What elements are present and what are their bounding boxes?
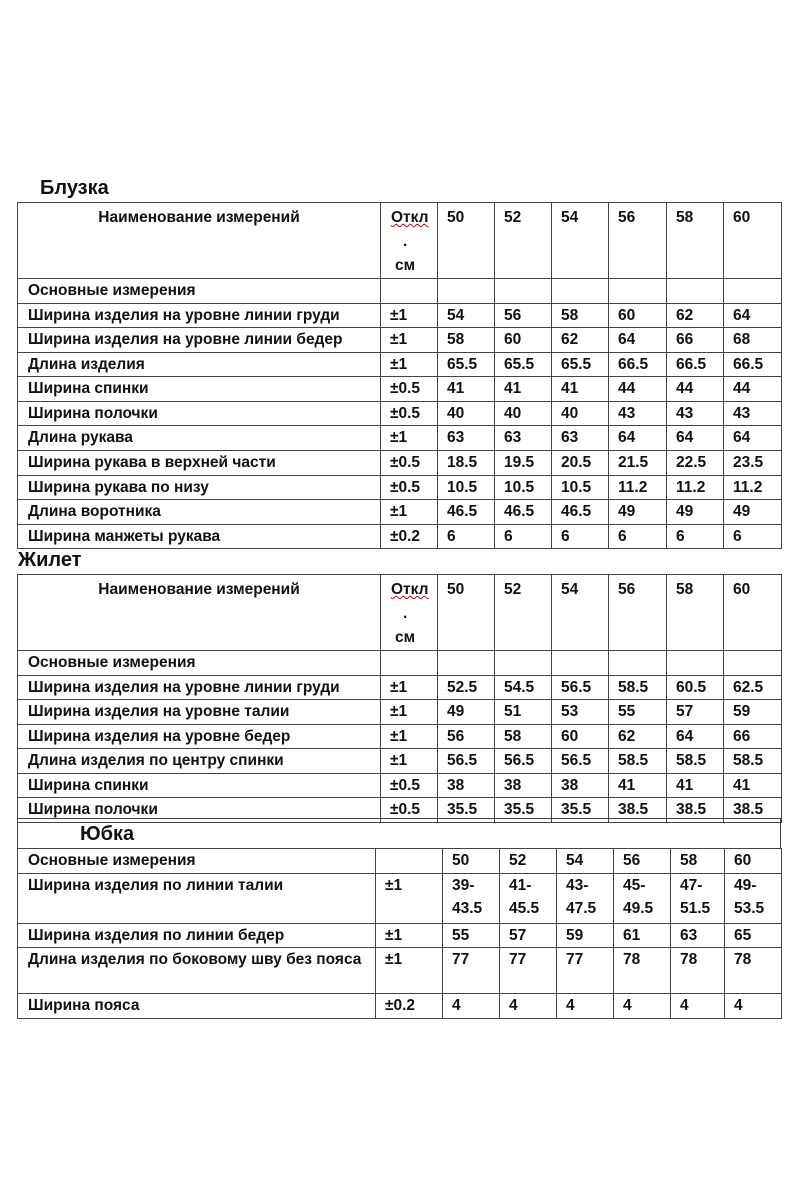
size-value: 11.2 [724,475,782,500]
size-value: 54.5 [495,675,552,700]
size-value: 59 [724,700,782,725]
deviation-value: ±1 [381,352,438,377]
size-value: 38 [438,773,495,798]
size-value: 6 [724,524,782,549]
size-value: 49 [609,500,667,525]
size-value: 77 [443,948,500,994]
size-value: 53 [552,700,609,725]
deviation-value: ±0.5 [381,773,438,798]
header-size: 60 [725,849,782,874]
size-value: 41 [724,773,782,798]
size-value: 38 [495,773,552,798]
measurement-name: Длина воротника [18,500,381,525]
size-value: 65.5 [552,352,609,377]
size-value: 44 [609,377,667,402]
size-value: 78 [725,948,782,994]
size-value: 60.5 [667,675,724,700]
size-value: 6 [552,524,609,549]
table-row [18,475,782,500]
size-value: 21.5 [609,451,667,476]
header-deviation [381,575,438,651]
table-row [18,303,782,328]
size-value: 20.5 [552,451,609,476]
empty-cell [381,279,438,304]
size-value: 40 [552,401,609,426]
size-value: 60 [495,328,552,353]
size-value: 44 [724,377,782,402]
size-value: 40 [495,401,552,426]
table-row [18,773,782,798]
yubka-title: Юбка [80,823,135,845]
measurement-name: Ширина полочки [18,401,381,426]
measurement-name: Ширина полочки [18,798,381,823]
header-size: 54 [552,203,609,279]
size-value: 4 [443,994,500,1019]
size-value: 56.5 [495,749,552,774]
size-value: 56.5 [552,749,609,774]
size-value: 49- 53.5 [725,873,782,923]
bluzka-table [17,202,782,549]
size-value: 59 [557,923,614,948]
deviation-value: ±1 [376,948,443,994]
size-value: 66.5 [667,352,724,377]
header-size: 52 [495,575,552,651]
size-value: 39- 43.5 [443,873,500,923]
size-value: 43 [724,401,782,426]
size-value: 4 [725,994,782,1019]
size-value: 64 [667,426,724,451]
size-value: 61 [614,923,671,948]
size-value: 43 [667,401,724,426]
size-value: 58 [438,328,495,353]
measurement-name: Ширина изделия по линии талии [18,873,376,923]
header-size: 58 [667,203,724,279]
deviation-value: ±1 [381,426,438,451]
deviation-value: ±0.5 [381,798,438,823]
header-size: 58 [667,575,724,651]
size-value: 38.5 [724,798,782,823]
size-value: 78 [614,948,671,994]
measurement-name: Ширина рукава по низу [18,475,381,500]
size-value: 63 [552,426,609,451]
deviation-value: ±0.5 [381,377,438,402]
section-label: Основные измерения [18,651,381,676]
size-value: 10.5 [495,475,552,500]
size-value: 58.5 [609,749,667,774]
table-row [18,524,782,549]
size-value: 10.5 [552,475,609,500]
size-value: 23.5 [724,451,782,476]
empty-cell [667,651,724,676]
size-value: 78 [671,948,725,994]
table-row [18,352,782,377]
measurement-name: Ширина изделия на уровне линии груди [18,675,381,700]
size-value: 44 [667,377,724,402]
size-value: 52.5 [438,675,495,700]
header-size: 56 [614,849,671,874]
header-size: 56 [609,575,667,651]
size-value: 41 [667,773,724,798]
size-value: 38.5 [667,798,724,823]
table-row [18,749,782,774]
size-value: 10.5 [438,475,495,500]
table-row [18,948,782,994]
size-value: 64 [724,426,782,451]
header-deviation-word: Откл [391,209,429,226]
zhilet-body [18,575,782,823]
size-value: 56 [438,724,495,749]
measurement-name: Длина изделия по боковому шву без пояса [18,948,376,994]
size-value: 18.5 [438,451,495,476]
empty-cell [609,651,667,676]
deviation-value: ±1 [381,700,438,725]
size-value: 65.5 [438,352,495,377]
table-row [18,451,782,476]
empty-cell [667,279,724,304]
size-value: 49 [667,500,724,525]
size-value: 58.5 [667,749,724,774]
size-value: 47- 51.5 [671,873,725,923]
table-row [18,401,782,426]
deviation-value: ±1 [376,923,443,948]
deviation-value: ±1 [381,500,438,525]
table-row [18,700,782,725]
section-label-row [18,279,782,304]
measurement-name: Ширина пояса [18,994,376,1019]
size-value: 62 [609,724,667,749]
size-value: 40 [438,401,495,426]
empty-cell [724,651,782,676]
measurement-name: Ширина изделия на уровне талии [18,700,381,725]
size-value: 6 [438,524,495,549]
deviation-value: ±1 [381,328,438,353]
size-value: 57 [500,923,557,948]
table-row [18,923,782,948]
size-value: 66.5 [724,352,782,377]
size-value: 62 [552,328,609,353]
zhilet-table [17,574,782,823]
size-value: 19.5 [495,451,552,476]
size-value: 6 [609,524,667,549]
size-value: 43- 47.5 [557,873,614,923]
zhilet-title: Жилет [18,549,82,571]
table-row [18,994,782,1019]
size-value: 66 [724,724,782,749]
size-value: 62.5 [724,675,782,700]
measurement-name: Ширина изделия на уровне линии груди [18,303,381,328]
size-value: 64 [667,724,724,749]
header-size: 50 [443,849,500,874]
header-size: 50 [438,575,495,651]
size-value: 65 [725,923,782,948]
size-value: 63 [671,923,725,948]
size-value: 56.5 [438,749,495,774]
size-value: 38 [552,773,609,798]
section-label: Основные измерения [18,849,376,874]
deviation-value: ±1 [381,749,438,774]
size-value: 46.5 [552,500,609,525]
empty-cell [438,651,495,676]
bluzka-body [18,203,782,549]
size-value: 35.5 [495,798,552,823]
size-value: 4 [614,994,671,1019]
deviation-value: ±1 [381,675,438,700]
size-value: 66.5 [609,352,667,377]
size-value: 60 [552,724,609,749]
empty-cell [495,279,552,304]
measurement-name: Ширина изделия по линии бедер [18,923,376,948]
table-row [18,500,782,525]
header-size: 54 [557,849,614,874]
size-value: 65.5 [495,352,552,377]
empty-cell [724,279,782,304]
header-deviation-unit: см [395,629,416,646]
table-row [18,724,782,749]
size-value: 11.2 [667,475,724,500]
header-size: 50 [438,203,495,279]
empty-cell [438,279,495,304]
header-row [18,849,782,874]
deviation-value: ±0.2 [376,994,443,1019]
size-value: 11.2 [609,475,667,500]
empty-cell [495,651,552,676]
size-value: 77 [557,948,614,994]
size-value: 35.5 [552,798,609,823]
size-value: 46.5 [495,500,552,525]
header-row [18,575,782,651]
header-row [18,203,782,279]
header-measurement-name: Наименование измерений [18,575,381,651]
header-size: 52 [495,203,552,279]
size-value: 43 [609,401,667,426]
measurement-name: Длина рукава [18,426,381,451]
empty-cell [552,279,609,304]
size-value: 4 [500,994,557,1019]
section-label-row [18,651,782,676]
table-row [18,675,782,700]
yubka-body [18,849,782,1019]
size-value: 64 [724,303,782,328]
measurement-name: Ширина изделия на уровне бедер [18,724,381,749]
size-value: 41 [495,377,552,402]
size-value: 4 [557,994,614,1019]
size-value: 62 [667,303,724,328]
measurement-name: Ширина манжеты рукава [18,524,381,549]
size-value: 57 [667,700,724,725]
yubka-title-box [17,818,781,848]
header-size: 52 [500,849,557,874]
size-value: 64 [609,426,667,451]
size-value: 54 [438,303,495,328]
deviation-value: ±1 [376,873,443,923]
measurement-name: Ширина изделия на уровне линии бедер [18,328,381,353]
deviation-value: ±1 [381,303,438,328]
size-value: 22.5 [667,451,724,476]
size-value: 41 [438,377,495,402]
size-value: 41- 45.5 [500,873,557,923]
header-deviation-unit: см [395,257,416,274]
empty-cell [609,279,667,304]
size-value: 45- 49.5 [614,873,671,923]
measurement-name: Ширина спинки [18,773,381,798]
header-size: 60 [724,575,782,651]
size-value: 41 [552,377,609,402]
size-value: 56 [495,303,552,328]
empty-cell [381,651,438,676]
bluzka-title: Блузка [40,177,109,199]
measurement-name: Длина изделия [18,352,381,377]
size-value: 64 [609,328,667,353]
section-label: Основные измерения [18,279,381,304]
size-value: 46.5 [438,500,495,525]
yubka-table [17,848,782,1019]
header-deviation-dot: . [403,605,408,622]
measurement-name: Ширина спинки [18,377,381,402]
size-value: 38.5 [609,798,667,823]
header-measurement-name: Наименование измерений [18,203,381,279]
size-value: 51 [495,700,552,725]
deviation-value: ±0.2 [381,524,438,549]
size-value: 63 [495,426,552,451]
table-row [18,426,782,451]
empty-cell [552,651,609,676]
size-value: 55 [609,700,667,725]
deviation-value: ±0.5 [381,451,438,476]
size-value: 6 [667,524,724,549]
header-size: 54 [552,575,609,651]
size-value: 58.5 [724,749,782,774]
size-value: 58 [552,303,609,328]
deviation-value: ±1 [381,724,438,749]
size-value: 63 [438,426,495,451]
table-row [18,873,782,923]
size-value: 55 [443,923,500,948]
deviation-value: ±0.5 [381,475,438,500]
header-deviation [376,849,443,874]
size-value: 49 [724,500,782,525]
size-value: 4 [671,994,725,1019]
measurement-name: Ширина рукава в верхней части [18,451,381,476]
header-deviation [381,203,438,279]
size-value: 66 [667,328,724,353]
size-value: 56.5 [552,675,609,700]
header-deviation-word: Откл [391,581,429,598]
size-value: 77 [500,948,557,994]
header-size: 56 [609,203,667,279]
size-value: 41 [609,773,667,798]
size-value: 58 [495,724,552,749]
deviation-value: ±0.5 [381,401,438,426]
header-deviation-dot: . [403,233,408,250]
measurement-name: Длина изделия по центру спинки [18,749,381,774]
size-value: 68 [724,328,782,353]
size-value: 6 [495,524,552,549]
table-row [18,377,782,402]
header-size: 60 [724,203,782,279]
header-size: 58 [671,849,725,874]
table-row [18,328,782,353]
size-value: 49 [438,700,495,725]
size-value: 58.5 [609,675,667,700]
size-value: 35.5 [438,798,495,823]
size-value: 60 [609,303,667,328]
